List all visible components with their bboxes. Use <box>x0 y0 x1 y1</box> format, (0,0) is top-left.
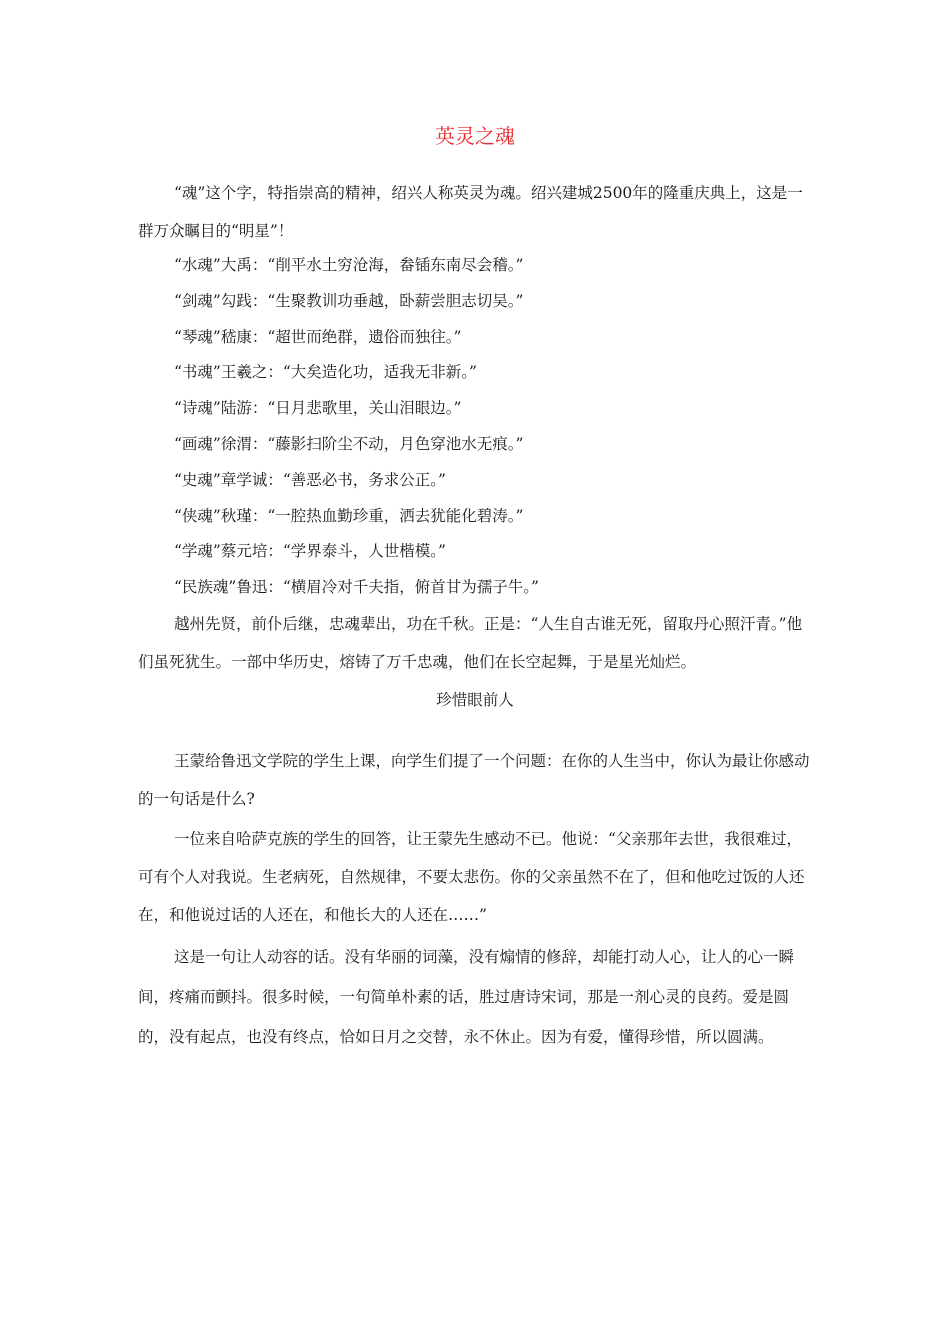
story-paragraph-3 <box>138 937 814 1057</box>
soul-item: “学魂”蔡元培：“学界泰斗，人世楷模。” <box>174 542 446 561</box>
soul-item: “水魂”大禹：“削平水土穷沧海，畚锸东南尽会稽。” <box>174 256 524 274</box>
story-text: 一位来自哈萨克族的学生的回答，让王蒙先生感动不已。他说：“父亲那年去世，我很难过，可有个人对我说。生老病死，自然规律，不要太悲伤。你的父亲虽然不在了，但和他吃过饭的人还在，和他说过话的人还在，和他长大的人还在……” <box>138 830 805 924</box>
intro-paragraph <box>138 174 814 250</box>
intro-text: “魂”这个字，特指崇高的精神，绍兴人称英灵为魂。绍兴建城2500年的隆重庆典上，这是一群万众瞩目的“明星”！ <box>138 184 803 240</box>
soul-item: “书魂”王羲之：“大矣造化功，适我无非新。” <box>174 363 477 382</box>
soul-item: “侠魂”秋瑾：“一腔热血勤珍重，洒去犹能化碧涛。” <box>174 506 524 525</box>
document-title: 英灵之魂 <box>435 124 515 148</box>
outro-paragraph <box>138 605 814 681</box>
soul-item: “画魂”徐渭：“藤影扫阶尘不动，月色穿池水无痕。” <box>174 434 524 453</box>
story-text: 这是一句让人动容的话。没有华丽的词藻，没有煽情的修辞，却能打动人心，让人的心一瞬间，疼痛而颤抖。很多时候，一句简单朴素的话，胜过唐诗宋词，那是一剂心灵的良药。爱是圆的，没有起点，也没有终点，恰如日月之交替，永不休止。因为有爱，懂得珍惜，所以圆满。 <box>138 948 795 1046</box>
soul-item: “剑魂”勾践：“生聚教训功垂越，卧薪尝胆志切吴。” <box>174 291 524 310</box>
outro-text: 越州先贤，前仆后继，忠魂辈出，功在千秋。正是：“人生自古谁无死，留取丹心照汗青。”他们虽死犹生。一部中华历史，熔铸了万千忠魂，他们在长空起舞，于是星光灿烂。 <box>138 615 803 671</box>
soul-item: “民族魂”鲁迅：“横眉冷对千夫指，俯首甘为孺子牛。” <box>174 578 539 597</box>
story-paragraph-2 <box>138 820 814 934</box>
story-paragraph-1 <box>138 742 814 818</box>
soul-item: “琴魂”嵇康：“超世而绝群，遗俗而独往。” <box>174 327 462 346</box>
section-subtitle: 珍惜眼前人 <box>436 691 514 709</box>
soul-item: “史魂”章学诚：“善恶必书，务求公正。” <box>174 470 446 489</box>
soul-item: “诗魂”陆游：“日月悲歌里，关山泪眼边。” <box>174 399 462 418</box>
story-text: 王蒙给鲁迅文学院的学生上课，向学生们提了一个问题：在你的人生当中，你认为最让你感动的一句话是什么? <box>138 752 810 808</box>
souls-list <box>138 248 814 606</box>
